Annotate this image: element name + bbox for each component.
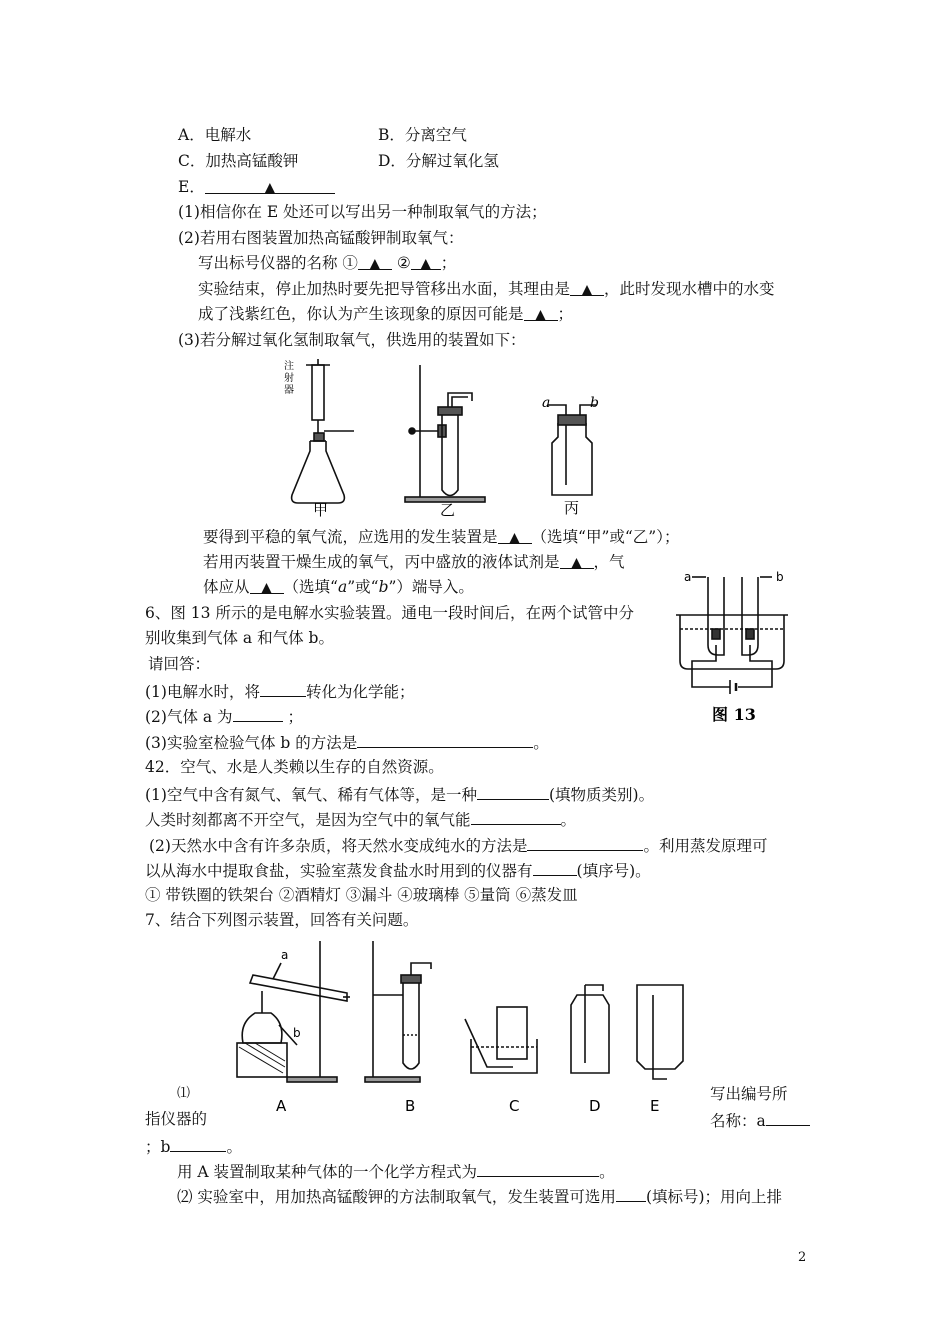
text: ，气 <box>593 553 625 571</box>
fig-label-a: a <box>281 948 289 962</box>
text: (1)电解水时，将 <box>145 683 260 701</box>
blank-2[interactable] <box>411 253 441 270</box>
text: (2)天然水中含有许多杂质，将天然水变成纯水的方法是 <box>149 837 528 855</box>
text: ，此时发现水槽中的水变 <box>604 280 775 298</box>
page-number: 2 <box>798 1250 807 1265</box>
question-3-line-2 <box>203 552 625 572</box>
label-b: b <box>590 395 599 411</box>
tube-a <box>250 975 347 1001</box>
bottle-d <box>571 995 609 1073</box>
names-mid: ② <box>391 254 411 272</box>
blank-q7-c[interactable] <box>477 1160 599 1177</box>
blank-q42-1[interactable] <box>477 783 549 800</box>
option-b: B．分离空气 <box>378 126 467 144</box>
q42-line-5 <box>145 859 651 881</box>
q7-line-5 <box>177 1185 782 1207</box>
q7-left-3 <box>145 1135 242 1157</box>
q6-line-6 <box>145 731 549 753</box>
q42-line-3 <box>145 808 576 830</box>
q6-line-1: 6、图 13 所示的是电解水实验装置。通电一段时间后，在两个试管中分 <box>145 604 634 622</box>
option-d: D．分解过氧化氢 <box>378 152 499 170</box>
blank-3[interactable] <box>570 279 604 296</box>
q42-line-6: ① 带铁圈的铁架台 ②酒精灯 ③漏斗 ④玻璃棒 ⑤量筒 ⑥蒸发皿 <box>145 886 578 904</box>
text: ”或“ <box>347 578 379 596</box>
text: 人类时刻都离不开空气，是因为空气中的氧气能 <box>145 811 471 829</box>
fig-label-b: b <box>293 1026 301 1040</box>
fig13-caption: 图 13 <box>712 705 756 724</box>
text: ⑵ 实验室中，用加热高锰酸钾的方法制取氧气，发生装置可选用 <box>177 1188 616 1206</box>
text: 。 <box>226 1138 242 1156</box>
q42-line-4 <box>149 834 767 856</box>
option-e <box>178 177 335 197</box>
text: (1)空气中含有氮气、氧气、稀有气体等，是一种 <box>145 786 477 804</box>
test-tube-b <box>403 981 419 1069</box>
option-a: A．电解水 <box>178 126 252 144</box>
bottle-e <box>637 985 683 1069</box>
blank-q6-1[interactable] <box>260 680 306 697</box>
blank-1[interactable] <box>358 253 392 270</box>
q7-line-4 <box>177 1160 615 1182</box>
blank-q6-2[interactable] <box>233 705 283 722</box>
fig-A: A <box>276 1097 287 1115</box>
electrolysis-figure <box>672 565 792 725</box>
option-c: C．加热高锰酸钾 <box>178 152 299 170</box>
blank-7[interactable] <box>250 577 284 594</box>
blank-q42-2[interactable] <box>471 808 561 825</box>
triangle-mark: ▲ <box>509 530 520 546</box>
q7-right-1: 写出编号所 <box>710 1085 788 1103</box>
q6-line-4 <box>145 680 414 702</box>
text: 转化为化学能； <box>305 683 415 701</box>
text: （选填“ <box>283 578 338 596</box>
fig-C: C <box>509 1097 520 1115</box>
blank-6[interactable] <box>560 552 594 569</box>
triangle-mark: ▲ <box>264 180 276 196</box>
text: (2)气体 a 为 <box>145 708 233 726</box>
fig-D: D <box>589 1097 601 1115</box>
label-bing: 丙 <box>564 499 580 517</box>
label-yi: 乙 <box>440 501 456 519</box>
text: ；b <box>145 1138 171 1156</box>
triangle-mark: ▲ <box>571 555 582 571</box>
text: 成了浅紫红色，你认为产生该现象的原因可能是 <box>198 305 524 323</box>
blank-5[interactable] <box>498 527 532 544</box>
triangle-mark: ▲ <box>420 256 432 272</box>
question-3: (3)若分解过氧化氢制取氧气，供选用的装置如下： <box>178 331 526 349</box>
text: ”）端导入。 <box>388 578 474 596</box>
blank-q6-3[interactable] <box>357 731 533 748</box>
triangle-mark: ▲ <box>261 580 272 596</box>
text: 要得到平稳的氧气流，应选用的发生装置是 <box>203 528 498 546</box>
text: 用 A 装置制取某种气体的一个化学方程式为 <box>177 1163 478 1181</box>
text: (填序号)。 <box>576 862 651 880</box>
apparatus-figure-2 <box>225 935 695 1115</box>
q6-line-3: 请回答： <box>148 655 211 673</box>
blank-q7-b[interactable] <box>170 1135 226 1152</box>
q6-line-2: 别收集到气体 a 和气体 b。 <box>145 629 334 647</box>
question-3-line-1 <box>203 527 679 547</box>
label-jia: 甲 <box>313 501 329 519</box>
triangle-mark: ▲ <box>581 282 593 298</box>
apparatus-figure-1 <box>280 355 610 520</box>
q7-number-1: ⑴ <box>177 1086 191 1101</box>
text: ； <box>557 305 574 323</box>
text: 以从海水中提取食盐，实验室蒸发食盐水时用到的仪器有 <box>145 862 533 880</box>
text: (填物质类别)。 <box>548 786 655 804</box>
syringe-barrel <box>312 365 324 420</box>
names-prefix: 写出标号仪器的名称 ① <box>198 254 358 272</box>
blank-q42-4[interactable] <box>533 859 577 876</box>
fig-E: E <box>650 1097 660 1115</box>
alcohol-lamp <box>242 1013 282 1043</box>
text: 。利用蒸发原理可 <box>643 837 768 855</box>
text: (3)实验室检验气体 b 的方法是 <box>145 734 358 752</box>
text: 名称：a <box>710 1112 766 1130</box>
question-3-line-3 <box>203 577 474 597</box>
gas-washing-bottle <box>552 423 592 495</box>
question-1: (1)相信你在 E 处还可以写出另一种制取氧气的方法； <box>178 203 547 221</box>
text: b <box>378 578 389 596</box>
option-e-label: E． <box>178 178 205 196</box>
fig13-label-b: b <box>776 570 784 584</box>
question-2-end-1 <box>198 279 775 299</box>
text: （选填“甲”或“乙”）； <box>531 528 680 546</box>
text: 。 <box>533 734 549 752</box>
option-e-blank[interactable] <box>205 177 335 194</box>
syringe-label-2: 射 <box>284 373 294 384</box>
triangle-mark: ▲ <box>369 256 381 272</box>
q42-line-1: 42．空气、水是人类赖以生存的自然资源。 <box>145 758 444 776</box>
blank-q7-a[interactable] <box>766 1109 810 1126</box>
q6-line-5 <box>145 705 303 727</box>
q7-line-1: 7、结合下列图示装置，回答有关问题。 <box>145 911 419 929</box>
triangle-mark: ▲ <box>535 307 546 323</box>
text: 。 <box>560 811 577 829</box>
syringe-label-1: 注 <box>284 361 294 372</box>
text: a <box>337 578 348 596</box>
question-2: (2)若用右图装置加热高锰酸钾制取氧气： <box>178 229 464 247</box>
blank-q42-3[interactable] <box>527 834 643 851</box>
conical-flask <box>292 441 345 503</box>
q42-line-2 <box>145 783 654 805</box>
text: 实验结束，停止加热时要先把导管移出水面，其理由是 <box>198 280 571 298</box>
text: 若用丙装置干燥生成的氧气，丙中盛放的液体试剂是 <box>203 553 560 571</box>
fig-B: B <box>405 1097 416 1115</box>
question-2-end-2 <box>198 304 573 324</box>
text: 。 <box>599 1163 615 1181</box>
text: ； <box>287 708 304 726</box>
names-end: ； <box>440 254 457 272</box>
question-2-names <box>198 253 456 273</box>
q7-right-2 <box>710 1109 810 1131</box>
label-a: a <box>542 395 551 411</box>
blank-q7-d[interactable] <box>616 1185 646 1202</box>
wood-block <box>237 1043 287 1077</box>
fig13-label-a: a <box>684 570 692 584</box>
q7-left-2: 指仪器的 <box>145 1110 208 1128</box>
blank-4[interactable] <box>524 304 558 321</box>
syringe-label-3: 器 <box>284 385 294 396</box>
text: (填标号)；用向上排 <box>645 1188 783 1206</box>
text: 体应从 <box>203 578 250 596</box>
